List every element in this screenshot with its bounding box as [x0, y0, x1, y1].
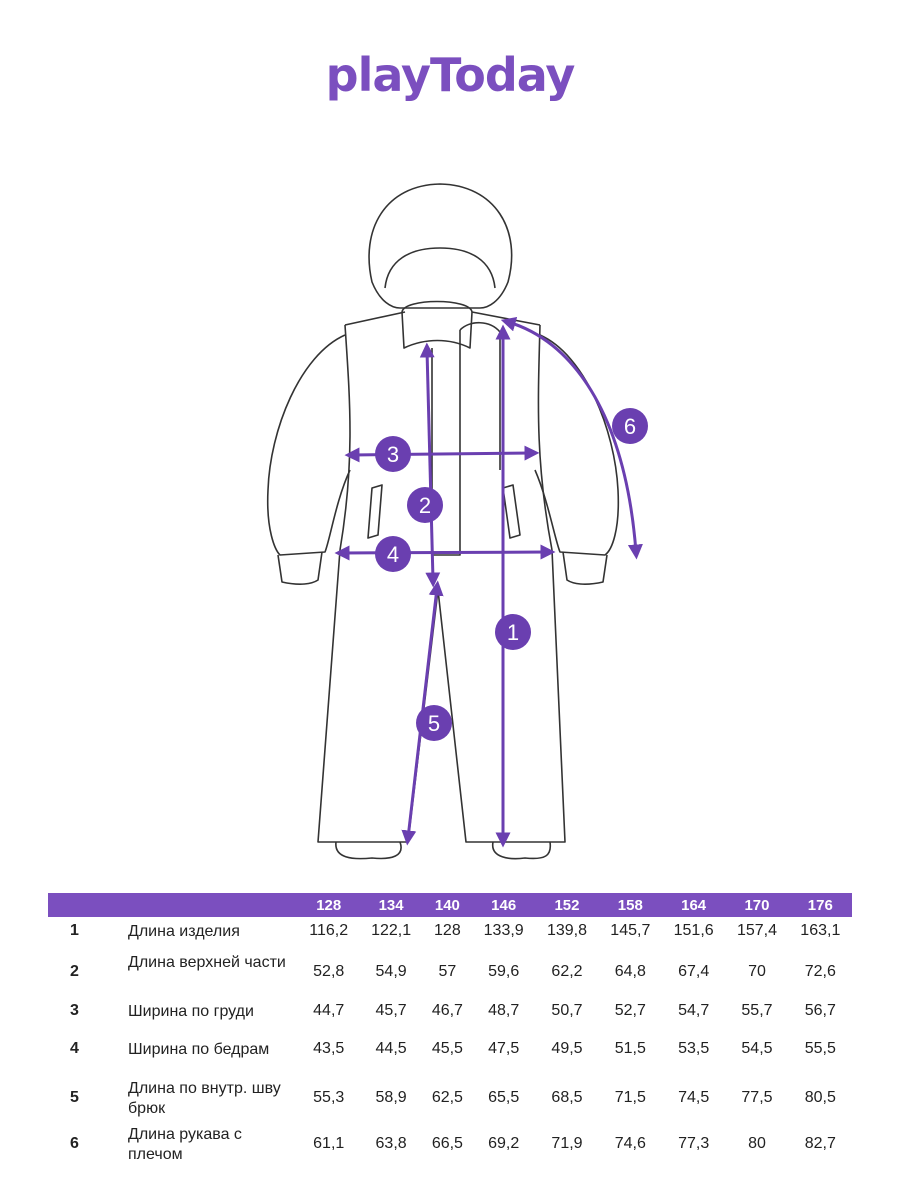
size-header-row [48, 893, 852, 917]
svg-text:1: 1 [506, 620, 520, 645]
cell-value: 50,7 [551, 1002, 583, 1019]
cell-value: 80,5 [804, 1089, 836, 1106]
row-number: 6 [70, 1135, 79, 1152]
cell-value: 54,9 [375, 963, 407, 980]
svg-text:3: 3 [386, 442, 400, 467]
cell-value: 53,5 [678, 1040, 710, 1057]
row-number: 2 [70, 963, 79, 980]
row-number: 4 [70, 1040, 79, 1057]
logo-text: playToday [325, 48, 575, 102]
cell-value: 47,5 [488, 1040, 520, 1057]
cell-value: 139,8 [546, 922, 588, 939]
cell-value: 55,3 [313, 1089, 345, 1106]
header-label [104, 893, 298, 917]
row-number: 1 [70, 922, 79, 939]
cell-value: 55,5 [804, 1040, 836, 1057]
cell-value: 145,7 [610, 922, 651, 939]
cell-value: 45,5 [431, 1040, 463, 1057]
cell-value: 72,6 [804, 963, 836, 980]
cell-value: 64,8 [614, 963, 646, 980]
size-header: 176 [789, 893, 852, 917]
cell-value: 46,7 [431, 1002, 463, 1019]
row-number: 3 [70, 1002, 79, 1019]
cell-value: 77,3 [678, 1135, 710, 1152]
cell-value: 70 [748, 963, 766, 980]
cell-value: 82,7 [804, 1135, 836, 1152]
cell-value: 71,5 [614, 1089, 646, 1106]
header-num [48, 893, 104, 917]
svg-text:5: 5 [427, 711, 441, 736]
table-row [48, 947, 852, 997]
cell-value: 45,7 [375, 1002, 407, 1019]
svg-text:2: 2 [418, 493, 432, 518]
marker-1 [495, 614, 531, 650]
row-label: Длина верхней части [128, 954, 286, 971]
jumpsuit-diagram [0, 170, 900, 870]
cell-value: 51,5 [614, 1040, 646, 1057]
size-header: 134 [359, 893, 422, 917]
row-label: Длина изделия [128, 923, 240, 940]
cell-value: 69,2 [488, 1135, 520, 1152]
cell-value: 71,9 [551, 1135, 583, 1152]
cell-value: 56,7 [804, 1002, 836, 1019]
svg-text:4: 4 [386, 542, 400, 567]
cell-value: 61,1 [313, 1135, 345, 1152]
cell-value: 44,5 [375, 1040, 407, 1057]
marker-2 [407, 487, 443, 523]
row-label: Длина по внутр. шву брюк [128, 1080, 281, 1117]
size-header: 146 [472, 893, 535, 917]
row-label: Длина рукава с плечом [128, 1126, 242, 1163]
garment-outline [268, 184, 619, 859]
cell-value: 49,5 [551, 1040, 583, 1057]
marker-4 [375, 536, 411, 572]
size-header: 158 [599, 893, 662, 917]
size-header: 170 [725, 893, 788, 917]
cell-value: 54,5 [741, 1040, 773, 1057]
cell-value: 151,6 [673, 922, 714, 939]
size-header: 128 [298, 893, 359, 917]
cell-value: 122,1 [371, 922, 412, 939]
cell-value: 59,6 [488, 963, 520, 980]
cell-value: 74,5 [678, 1089, 710, 1106]
cell-value: 65,5 [488, 1089, 520, 1106]
size-header: 152 [535, 893, 598, 917]
table-row [48, 1073, 852, 1119]
cell-value: 68,5 [551, 1089, 583, 1106]
cell-value: 133,9 [483, 922, 524, 939]
cell-value: 52,7 [614, 1002, 646, 1019]
cell-value: 80 [748, 1135, 766, 1152]
cell-value: 62,2 [551, 963, 583, 980]
cell-value: 43,5 [313, 1040, 345, 1057]
row-number: 5 [70, 1089, 79, 1106]
table-row [48, 917, 852, 947]
table-row [48, 997, 852, 1035]
cell-value: 67,4 [678, 963, 710, 980]
cell-value: 157,4 [736, 922, 777, 939]
table-row [48, 1035, 852, 1073]
cell-value: 55,7 [741, 1002, 773, 1019]
marker-6 [612, 408, 648, 444]
row-label: Ширина по бедрам [128, 1041, 270, 1058]
size-table [48, 893, 852, 1165]
cell-value: 57 [438, 963, 457, 980]
size-header: 140 [423, 893, 472, 917]
table-row [48, 1119, 852, 1165]
brand-logo [0, 48, 900, 102]
cell-value: 63,8 [375, 1135, 407, 1152]
cell-value: 128 [434, 922, 461, 939]
cell-value: 52,8 [313, 963, 345, 980]
cell-value: 74,6 [614, 1135, 646, 1152]
cell-value: 62,5 [431, 1089, 463, 1106]
cell-value: 163,1 [800, 922, 841, 939]
cell-value: 48,7 [488, 1002, 520, 1019]
cell-value: 66,5 [431, 1135, 463, 1152]
cell-value: 58,9 [375, 1089, 407, 1106]
cell-value: 116,2 [309, 922, 349, 939]
cell-value: 44,7 [313, 1002, 345, 1019]
measurement-lines [342, 322, 636, 840]
marker-5 [416, 705, 452, 741]
svg-text:6: 6 [623, 414, 637, 439]
marker-3 [375, 436, 411, 472]
cell-value: 77,5 [741, 1089, 773, 1106]
size-header: 164 [662, 893, 725, 917]
cell-value: 54,7 [678, 1002, 710, 1019]
row-label: Ширина по груди [128, 1003, 254, 1020]
